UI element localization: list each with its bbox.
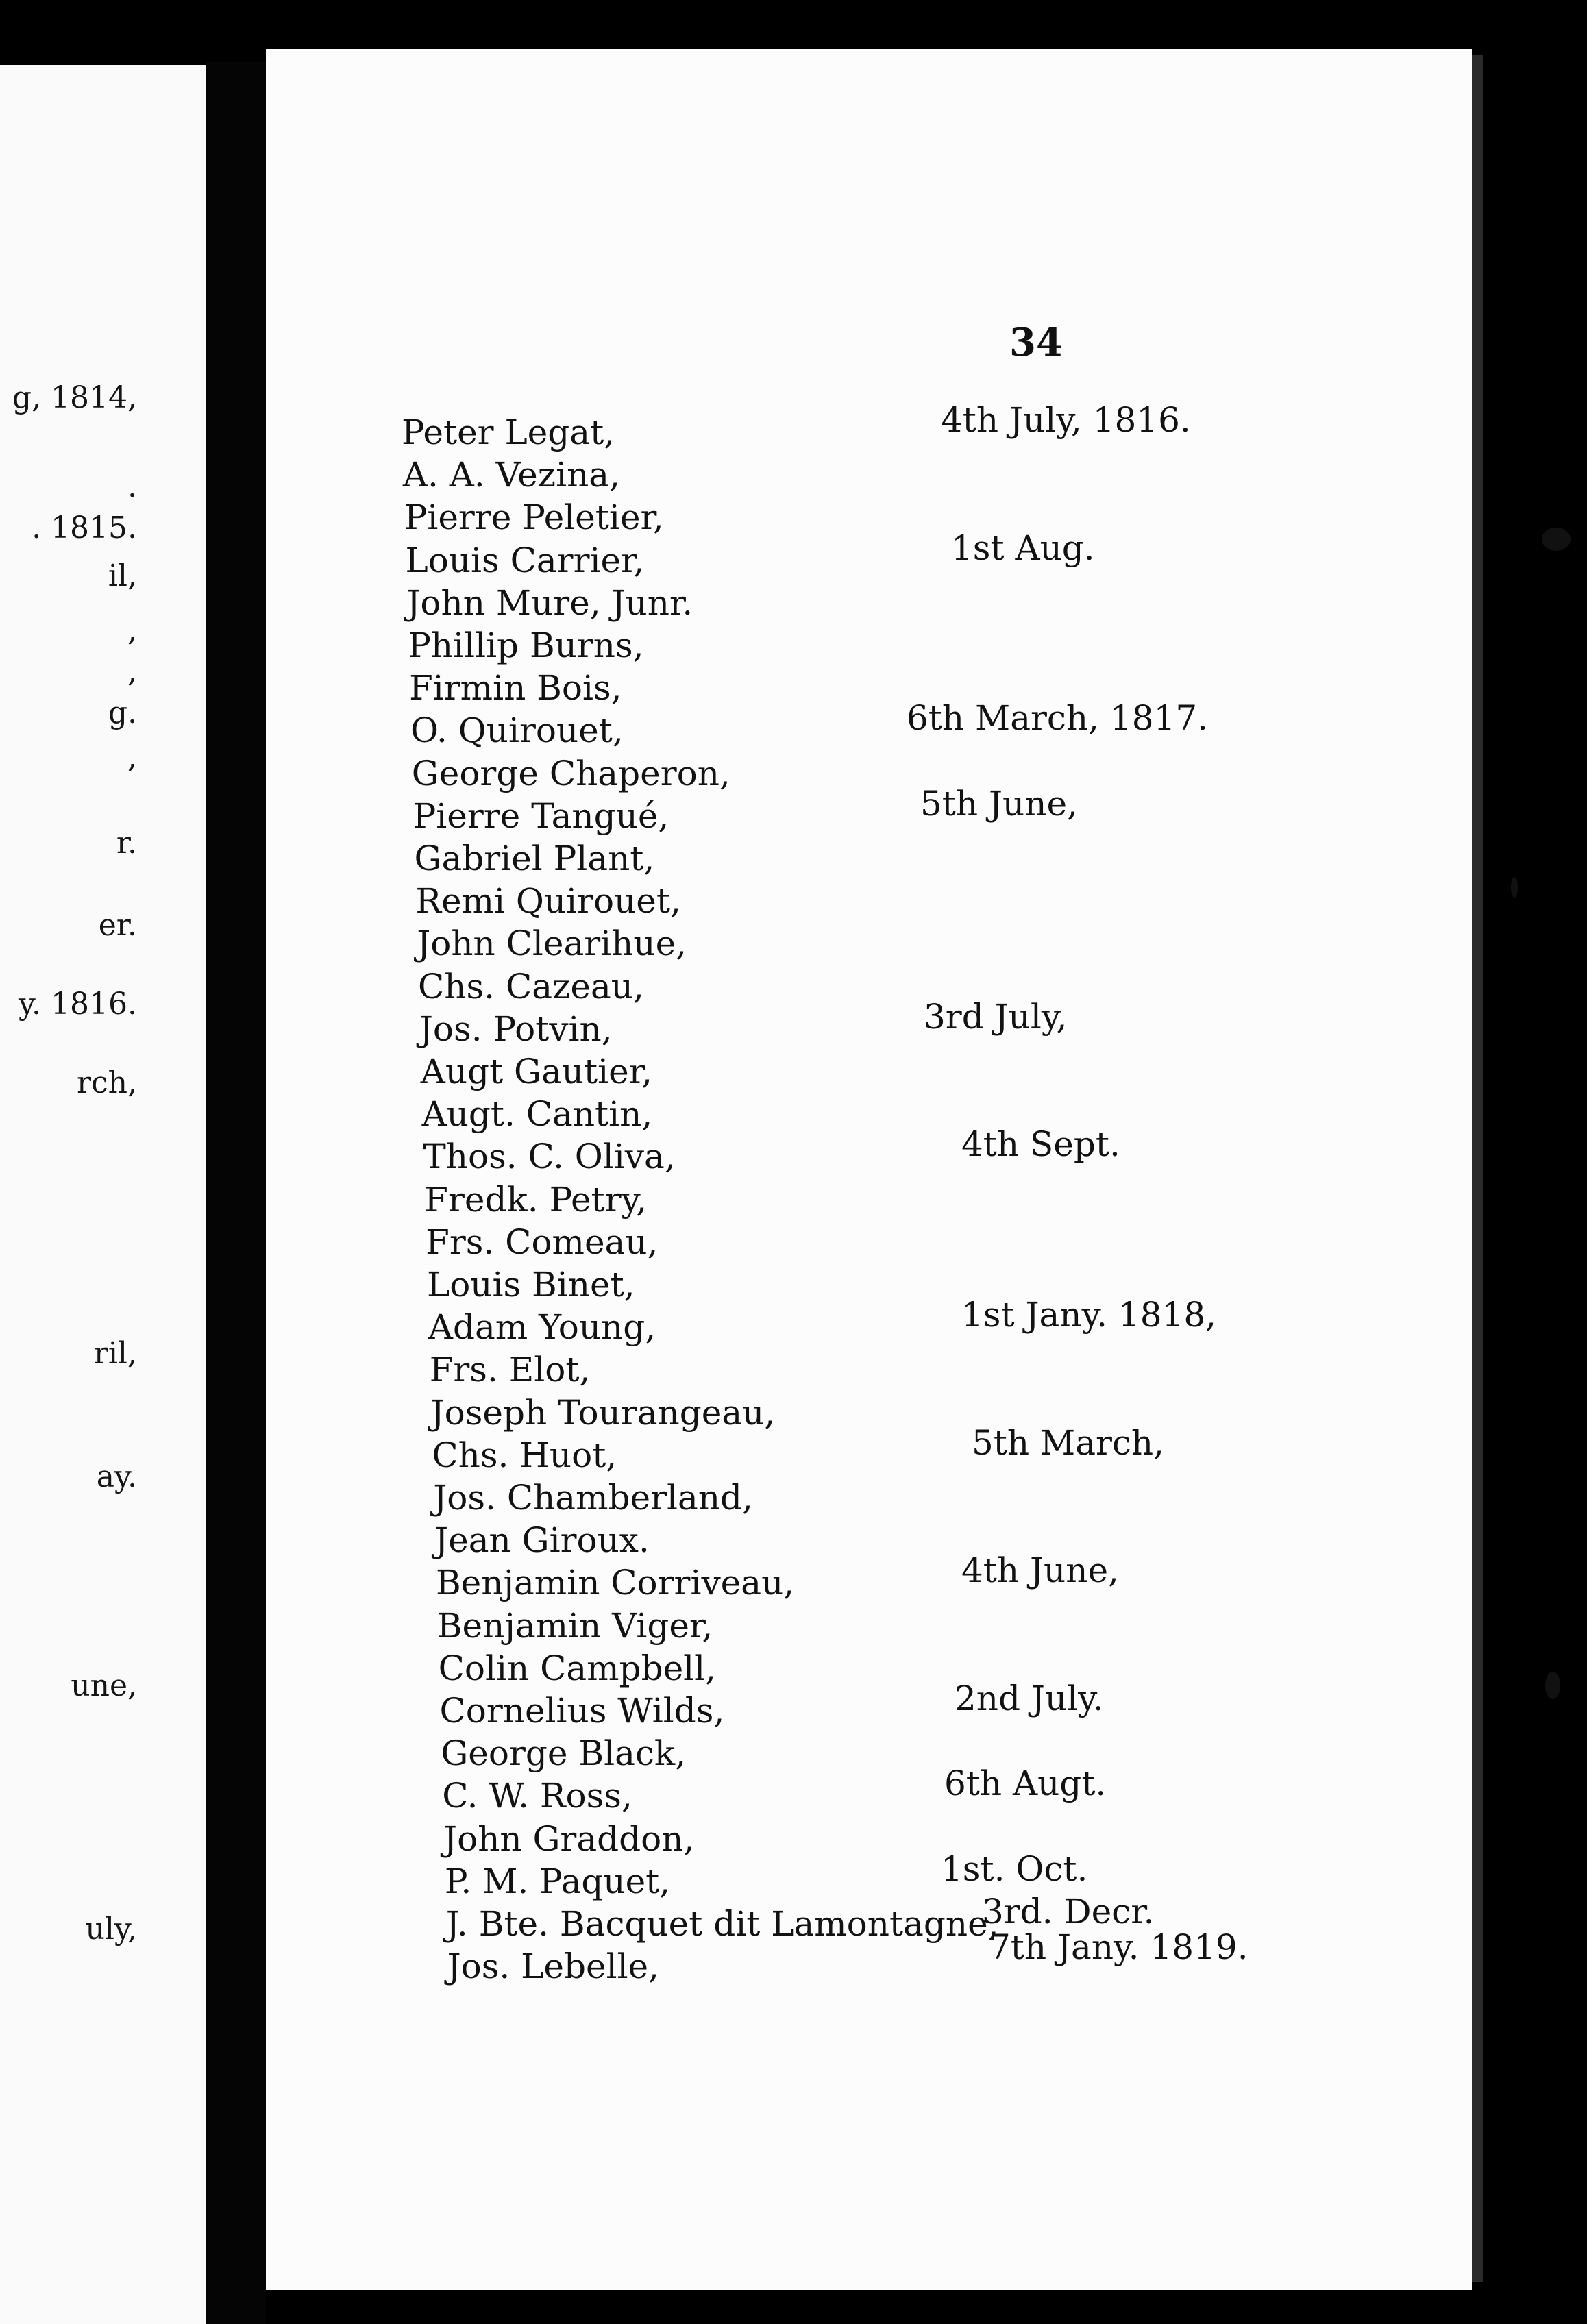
entry-date: 3rd. Decr. [982, 1892, 1155, 1931]
entry-name: Jos. Lebelle, [447, 1946, 660, 1987]
left-page-fragment: g. [108, 695, 137, 730]
page-edge [1472, 55, 1483, 2282]
entry-name: Remi Quirouet, [415, 881, 681, 922]
left-page-fragment: ay. [96, 1459, 137, 1494]
entry-name: Benjamin Corriveau, [435, 1563, 795, 1603]
main-page [266, 49, 1472, 2290]
entry-date: 7th Jany. 1819. [989, 1927, 1248, 1968]
entry-date: 2nd July. [955, 1679, 1104, 1718]
left-page-fragment: . [127, 469, 137, 504]
entry-name: Fredk. Petry, [424, 1179, 648, 1220]
entry-name: John Graddon, [443, 1818, 695, 1859]
entry-name: Cornelius Wilds, [439, 1691, 725, 1731]
entry-name: Joseph Tourangeau, [430, 1392, 776, 1433]
entry-date: 1st Jany. 1818, [961, 1295, 1217, 1335]
entry-name: Phillip Burns, [408, 626, 644, 665]
entry-date: 1st. Oct. [941, 1849, 1088, 1889]
entry-name: Louis Binet, [427, 1265, 635, 1305]
entry-date: 4th June, [961, 1550, 1119, 1591]
entry-name: A. A. Vezina, [402, 455, 620, 495]
entry-name: Adam Young, [428, 1307, 656, 1348]
entry-name: John Mure, Junr. [406, 582, 693, 623]
entry-name: Peter Legat, [402, 412, 615, 452]
entry-date: 6th March, 1817. [907, 698, 1209, 739]
scan-speck [1511, 877, 1518, 898]
entry-name: Jos. Potvin, [419, 1009, 613, 1049]
entry-date: 5th June, [920, 783, 1078, 824]
entry-name: C. W. Ross, [442, 1776, 632, 1816]
scan-speck [1542, 528, 1571, 551]
left-page-fragment: . 1815. [32, 510, 137, 545]
entry-name: Gabriel Plant, [414, 839, 655, 878]
entry-name: Chs. Huot, [432, 1435, 617, 1475]
page-number: 34 [1009, 320, 1063, 365]
entry-date: 4th Sept. [961, 1124, 1120, 1165]
left-facing-page [0, 65, 206, 2324]
entry-name: O. Quirouet, [410, 710, 624, 751]
left-page-fragment: y. 1816. [19, 987, 137, 1022]
entry-name: John Clearihue, [417, 924, 687, 964]
left-page-fragment: , [127, 654, 137, 689]
left-page-fragment: uly, [85, 1912, 137, 1946]
entry-name: Benjamin Viger, [436, 1605, 713, 1646]
left-page-fragment: g, 1814, [12, 380, 137, 415]
entry-date: 5th March, [972, 1422, 1165, 1463]
entry-name: Colin Campbell, [438, 1648, 717, 1688]
entry-name: Frs. Comeau, [426, 1222, 659, 1262]
entry-name: J. Bte. Bacquet dit Lamontagne, [445, 1904, 999, 1944]
entry-name: Augt. Cantin, [421, 1094, 653, 1135]
left-page-fragment: rch, [77, 1065, 137, 1100]
entry-name: Thos. C. Oliva, [423, 1137, 676, 1177]
left-page-fragment: il, [108, 558, 137, 593]
entry-name: Firmin Bois, [409, 668, 622, 708]
left-page-fragment: une, [71, 1668, 137, 1703]
left-page-fragment: , [127, 740, 137, 775]
entry-date: 4th July, 1816. [941, 400, 1191, 440]
entry-name: George Black, [441, 1733, 687, 1774]
book-gutter [206, 62, 266, 2324]
left-page-fragment: r. [116, 826, 137, 861]
entry-name: P. M. Paquet, [444, 1861, 671, 1901]
entry-name: Jean Giroux. [434, 1520, 650, 1561]
entry-name: Pierre Tangué, [413, 795, 669, 836]
entry-name: Augt Gautier, [420, 1052, 652, 1091]
entry-name: Pierre Peletier, [404, 497, 664, 538]
entry-name: Louis Carrier, [405, 540, 645, 580]
left-page-fragment: , [127, 613, 137, 648]
entry-name: George Chaperon, [411, 753, 730, 793]
left-page-fragment: er. [98, 908, 137, 943]
entry-date: 3rd July, [924, 996, 1068, 1037]
entry-date: 1st Aug. [951, 528, 1095, 568]
entry-date: 6th Augt. [944, 1764, 1107, 1804]
entry-name: Frs. Elot, [429, 1350, 591, 1390]
scan-speck [1545, 1672, 1560, 1699]
left-page-fragment: ril, [93, 1336, 137, 1371]
entry-name: Jos. Chamberland, [433, 1478, 753, 1518]
entry-name: Chs. Cazeau, [418, 966, 644, 1006]
